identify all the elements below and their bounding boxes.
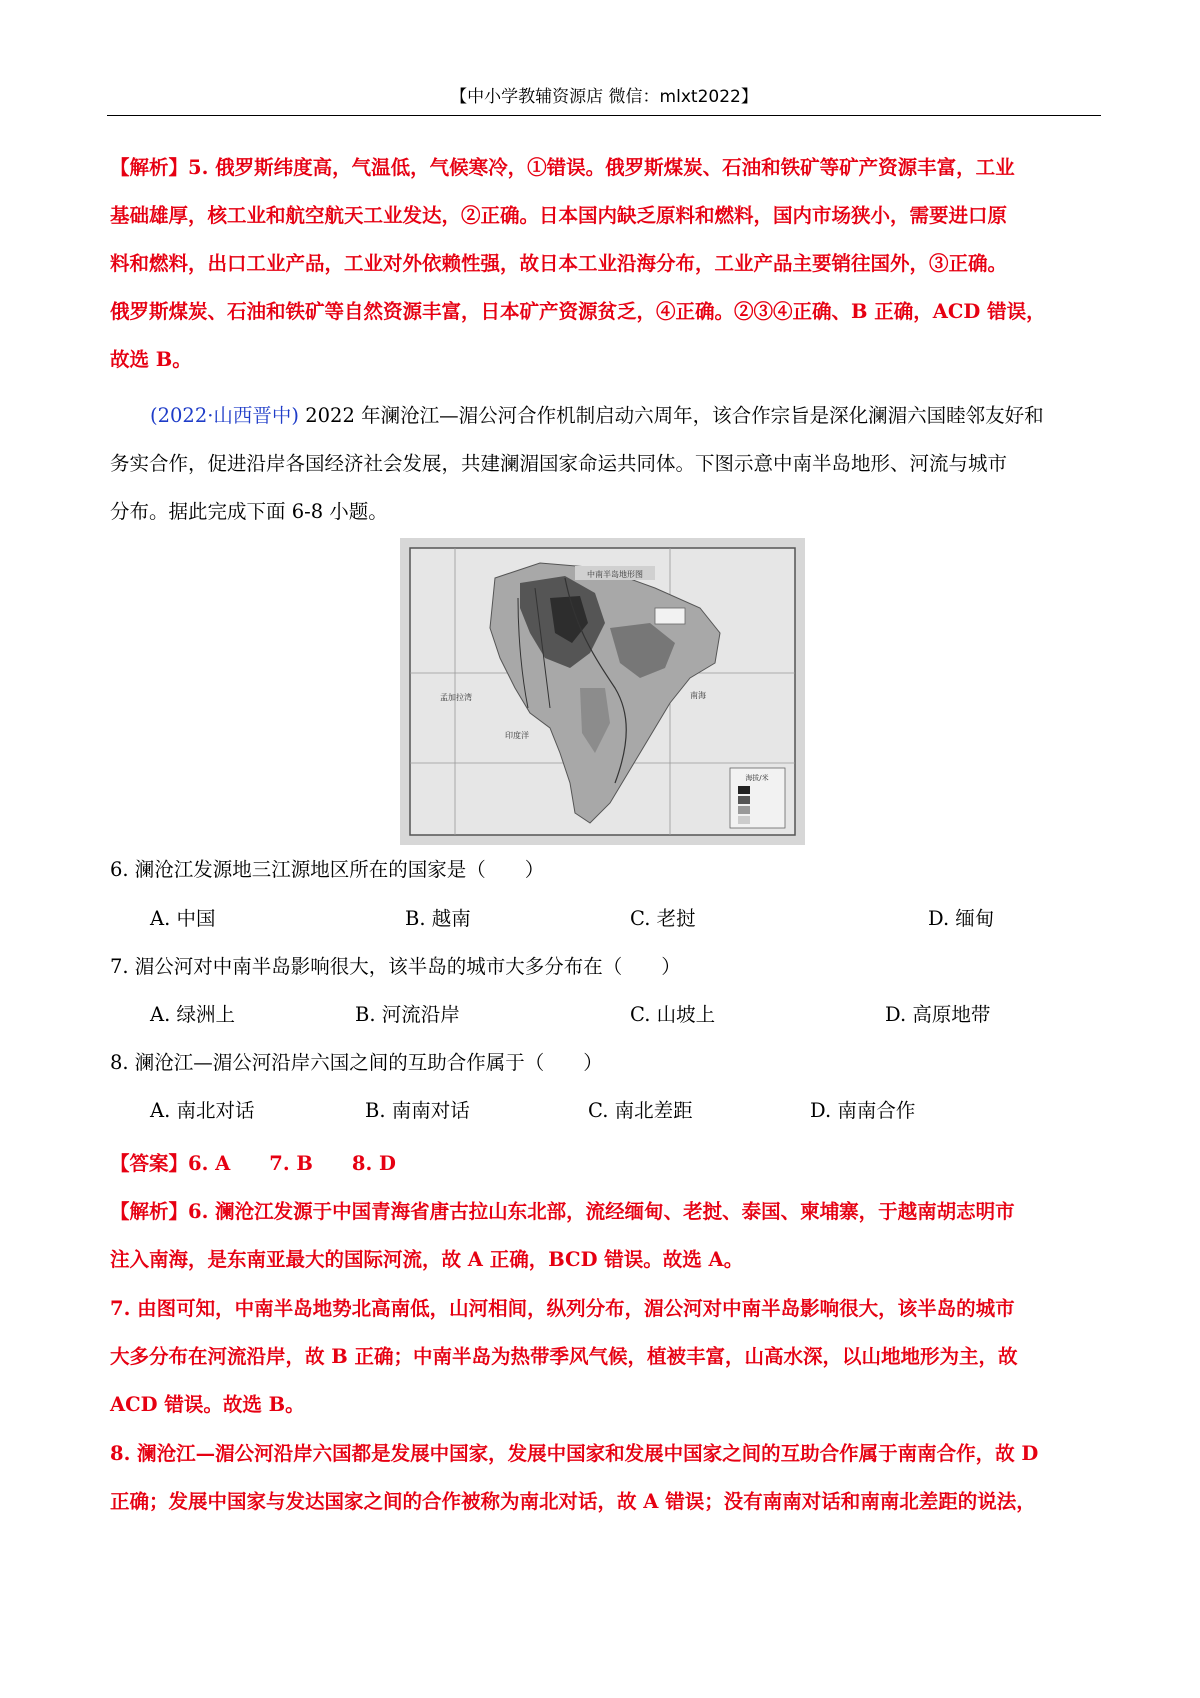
map-image [400, 538, 805, 845]
analysis-6-line: 【解析】6. 澜沧江发源于中国青海省唐古拉山东北部，流经缅甸、老挝、泰国、柬埔寨，于越南胡志明市 [110, 1200, 1015, 1223]
question-8-option-b[interactable]: B. 南南对话 [365, 1099, 470, 1122]
question-8-stem: 8. 澜沧江—湄公河沿岸六国之间的互助合作属于（ ） [110, 1051, 603, 1074]
prev-analysis-line: 故选 B。 [110, 348, 192, 371]
question-7-option-b[interactable]: B. 河流沿岸 [355, 1003, 460, 1026]
header-divider [107, 115, 1101, 116]
page-header: 【中小学教辅资源店 微信：mlxt2022】 [450, 87, 758, 107]
map-label-south-china-sea: 南海 [690, 691, 706, 700]
question-7-option-c[interactable]: C. 山坡上 [630, 1003, 716, 1026]
question-8-option-c[interactable]: C. 南北差距 [588, 1099, 693, 1122]
prev-analysis-line: 俄罗斯煤炭、石油和铁矿等自然资源丰富，日本矿产资源贫乏，④正确。②③④正确、B 正确，ACD 错误， [110, 300, 1046, 323]
question-8-option-a[interactable]: A. 南北对话 [150, 1099, 255, 1122]
source-tag: (2022·山西晋中) [150, 404, 300, 427]
question-7-option-a[interactable]: A. 绿洲上 [150, 1003, 235, 1026]
question-7-option-d[interactable]: D. 高原地带 [885, 1003, 991, 1026]
question-8-option-d[interactable]: D. 南南合作 [810, 1099, 916, 1122]
prev-analysis-line: 基础雄厚，核工业和航空航天工业发达，②正确。日本国内缺乏原料和燃料，国内市场狭小，需要进口原 [110, 204, 1008, 227]
prev-analysis-line: 料和燃料，出口工业产品，工业对外依赖性强，故日本工业沿海分布，工业产品主要销往国外，③正确。 [110, 252, 1008, 275]
map-label-sea: 孟加拉湾 [440, 693, 472, 702]
intro-line-2: 务实合作，促进沿岸各国经济社会发展，共建澜湄国家命运共同体。下图示意中南半岛地形、河流与城市 [110, 452, 1008, 475]
analysis-7-line: 大多分布在河流沿岸，故 B 正确；中南半岛为热带季风气候，植被丰富，山高水深，以山地地形为主，故 [110, 1345, 1018, 1368]
analysis-6-line: 注入南海，是东南亚最大的国际河流，故 A 正确，BCD 错误。故选 A。 [110, 1248, 744, 1271]
indochina-map-figure [400, 538, 805, 845]
map-legend-title: 海拔/米 [745, 774, 769, 782]
analysis-7-line: 7. 由图可知，中南半岛地势北高南低，山河相间，纵列分布，湄公河对中南半岛影响很大，该半岛的城市 [110, 1297, 1015, 1320]
answer-line: 【答案】6. A 7. B 8. D [110, 1152, 396, 1175]
intro-text: 2022 年澜沧江—湄公河合作机制启动六周年，该合作宗旨是深化澜湄六国睦邻友好和 [299, 404, 1044, 427]
analysis-7-line: ACD 错误。故选 B。 [110, 1393, 305, 1416]
question-6-stem: 6. 澜沧江发源地三江源地区所在的国家是（ ） [110, 858, 545, 881]
analysis-8-line: 正确；发展中国家与发达国家之间的合作被称为南北对话，故 A 错误；没有南南对话和南南北差距的说法， [110, 1490, 1036, 1513]
intro-line-1 [110, 392, 1098, 440]
analysis-8-line: 8. 澜沧江—湄公河沿岸六国都是发展中国家，发展中国家和发展中国家之间的互助合作属于南南合作，故 D [110, 1442, 1039, 1465]
question-6-option-b[interactable]: B. 越南 [405, 907, 471, 930]
intro-line-3: 分布。据此完成下面 6-8 小题。 [110, 500, 388, 523]
prev-analysis-line: 【解析】5. 俄罗斯纬度高，气温低，气候寒冷，①错误。俄罗斯煤炭、石油和铁矿等矿产资源丰富，工业 [110, 156, 1015, 179]
map-label-region: 中南半岛地形图 [587, 570, 643, 579]
question-6-option-a[interactable]: A. 中国 [150, 907, 216, 930]
question-6-option-c[interactable]: C. 老挝 [630, 907, 696, 930]
question-6-option-d[interactable]: D. 缅甸 [928, 907, 995, 930]
question-7-stem: 7. 湄公河对中南半岛影响很大，该半岛的城市大多分布在（ ） [110, 955, 681, 978]
map-label-ocean: 印度洋 [505, 731, 529, 740]
